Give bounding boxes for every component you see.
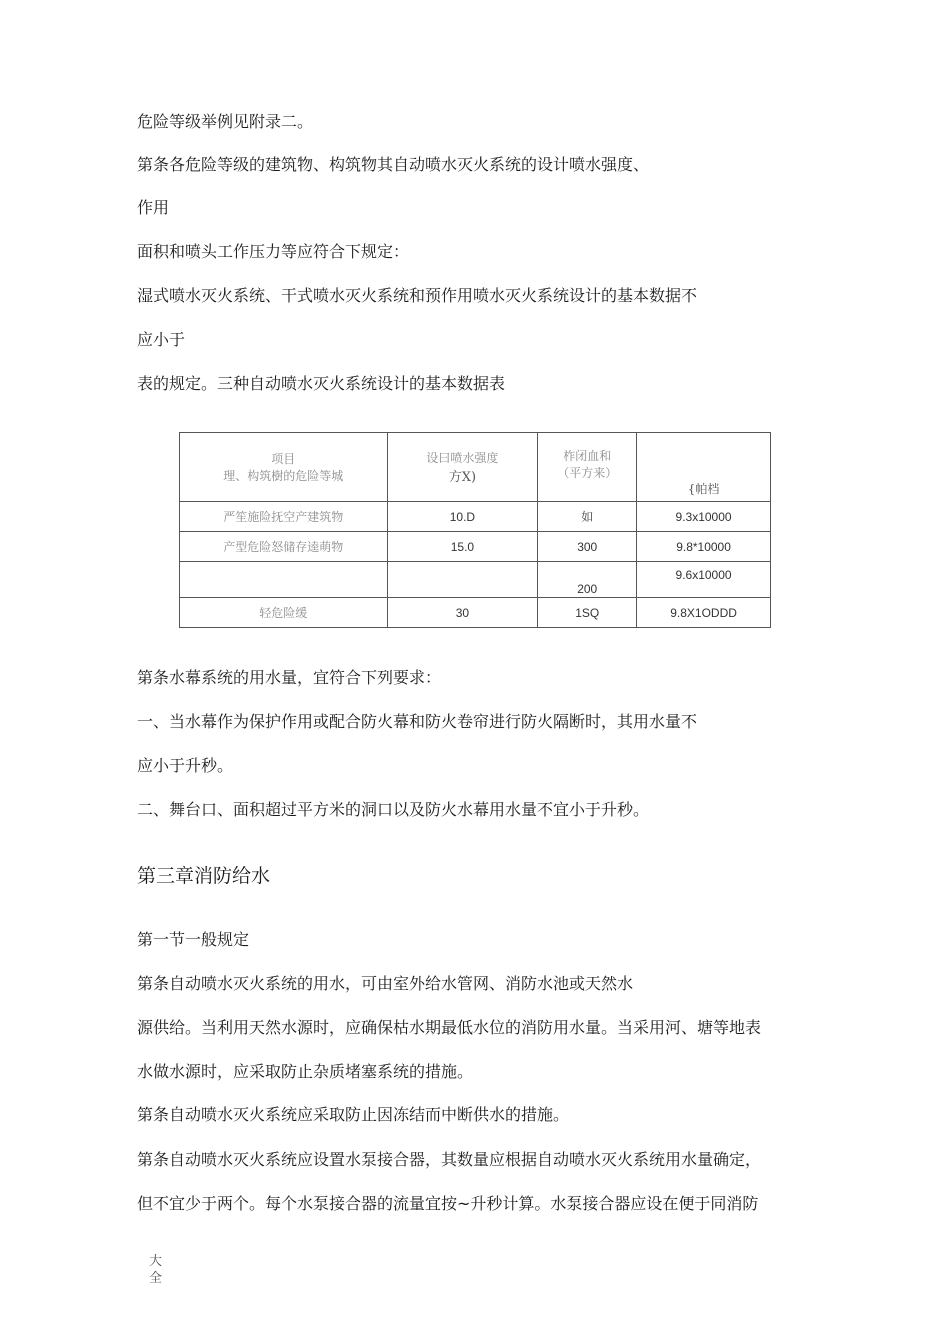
header-text: 方X) <box>448 470 477 485</box>
table-row <box>180 502 771 532</box>
table-cell: 15.0 <box>387 532 538 562</box>
paragraph-line: 源供给。当利用天然水源时，应确保枯水期最低水位的消防用水量。当采用河、塘等地表 <box>137 1018 762 1037</box>
table-cell: 严笙施险抚空产建筑物 <box>180 502 388 532</box>
section-title: 第一节一般规定 <box>137 930 250 949</box>
paragraph-line: 第条自动喷水灭火系统应采取防止因冻结而中断供水的措施。 <box>137 1105 570 1124</box>
paragraph-line: 第条水幕系统的用水量，宜符合下列要求： <box>137 668 442 687</box>
header-text: 项目 <box>271 452 296 466</box>
header-cell <box>637 433 771 502</box>
header-cell <box>387 433 538 502</box>
paragraph-line: 二、舞台口、面积超过平方米的洞口以及防火水幕用水量不宜小于升秒。 <box>137 800 650 819</box>
table-cell <box>180 562 388 598</box>
header-text: 柞闭血和 <box>563 449 612 463</box>
table-cell: 9.8X1ODDD <box>637 598 771 628</box>
table-cell: 9.8*10000 <box>637 532 771 562</box>
table-cell: 300 <box>538 532 637 562</box>
paragraph-line: 危险等级举例见附录二。 <box>137 112 314 131</box>
paragraph-line: 但不宜少于两个。每个水泵接合器的流量宜按~升秒计算。水泵接合器应设在便于同消防 <box>137 1194 759 1213</box>
paragraph-line: 第条自动喷水灭火系统应设置水泵接合器，其数量应根据自动喷水灭火系统用水量确定， <box>137 1150 762 1169</box>
table-cell: 9.3x10000 <box>637 502 771 532</box>
paragraph-line: 应小于升秒。 <box>137 756 234 775</box>
footer-text: 大 <box>149 1254 163 1269</box>
table-row <box>180 532 771 562</box>
header-cell <box>180 433 388 502</box>
table-row <box>180 598 771 628</box>
table-cell: 9.6x10000 <box>637 562 771 598</box>
table-cell: 10.D <box>387 502 538 532</box>
paragraph-line: 一、当水幕作为保护作用或配合防火幕和防火卷帘进行防火隔断时，其用水量不 <box>137 712 698 731</box>
page-footer <box>149 1253 162 1287</box>
paragraph-line: 表的规定。三种自动喷水灭火系统设计的基本数据表 <box>137 374 506 393</box>
header-text: 理、构筑樹的危险等城 <box>223 469 344 483</box>
table-cell: 200 <box>538 562 637 598</box>
paragraph-line: 作用 <box>137 198 170 217</box>
table-cell: 30 <box>387 598 538 628</box>
table-cell: 轻危险缓 <box>180 598 388 628</box>
paragraph-line: 湿式喷水灭火系统、干式喷水灭火系统和预作用喷水灭火系统设计的基本数据不 <box>137 286 698 305</box>
header-text: {帕档 <box>687 482 720 496</box>
table-cell <box>387 562 538 598</box>
paragraph-line: 面积和喷头工作压力等应符合下规定： <box>137 242 410 261</box>
basic-data-table <box>179 432 771 628</box>
paragraph-line: 水做水源时，应采取防止杂质堵塞系统的措施。 <box>137 1062 474 1081</box>
table-cell: 如 <box>538 502 637 532</box>
table-header-row <box>180 433 771 502</box>
paragraph-line: 应小于 <box>137 330 186 349</box>
header-text: 设曰喷水强度 <box>426 451 499 465</box>
footer-text: 全 <box>149 1271 163 1286</box>
header-cell <box>538 433 637 502</box>
paragraph-line: 第条自动喷水灭火系统的用水，可由室外给水管网、消防水池或天然水 <box>137 974 634 993</box>
header-text: （平方来） <box>557 466 618 480</box>
paragraph-line: 第条各危险等级的建筑物、构筑物其自动喷水灭火系统的设计喷水强度、 <box>137 155 650 174</box>
chapter-title: 第三章消防给水 <box>137 865 271 887</box>
table-cell: 产型危险怒储存逵萌物 <box>180 532 388 562</box>
table-row <box>180 562 771 598</box>
table-cell: 1SQ <box>538 598 637 628</box>
